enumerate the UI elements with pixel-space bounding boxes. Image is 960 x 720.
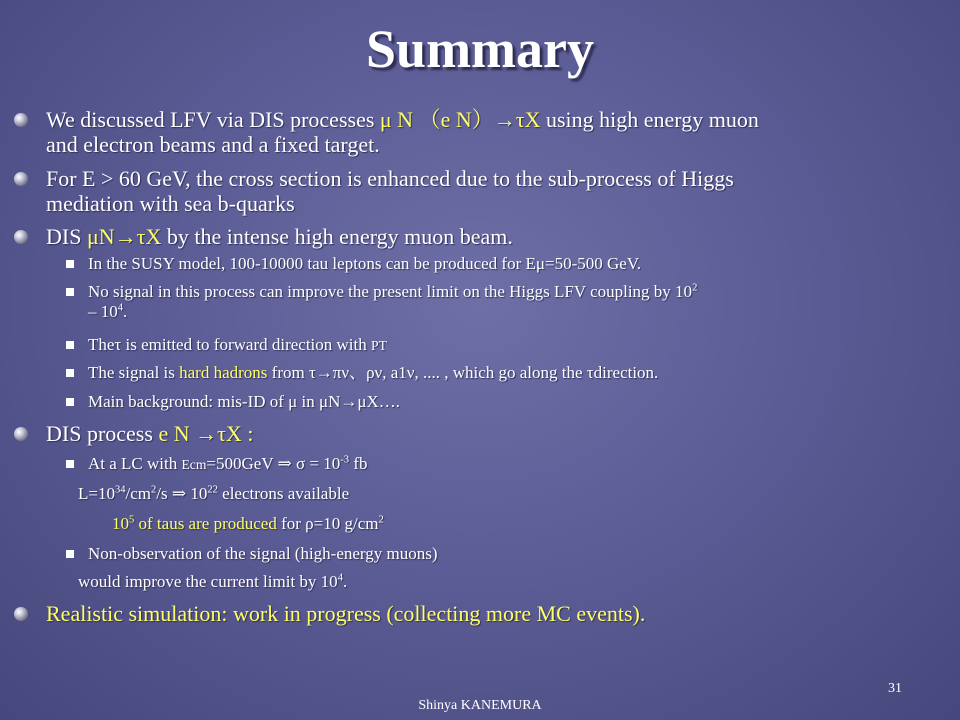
process-highlight: e N →τX : bbox=[158, 421, 254, 446]
sub-bullet-forward: Theτ is emitted to forward direction with PT bbox=[88, 335, 387, 354]
sub-bullet-icon bbox=[66, 369, 74, 377]
sub-bullet-icon bbox=[66, 398, 74, 406]
bullet-icon bbox=[14, 230, 28, 244]
bullet-dis-electron: DIS process e N →τX : bbox=[46, 421, 254, 446]
sub-bullet-no-signal: No signal in this process can improve the present limit on the Higgs LFV coupling by $10^2$ – $10^4$. bbox=[88, 282, 698, 321]
process-highlight: μN→τX bbox=[86, 224, 162, 249]
sub-bullet-lc: At a LC with Ecm=500GeV ⇒ $\sigma = 10^{-3}$ fb bbox=[88, 454, 368, 473]
bullet-cross-section: For E > 60 GeV, the cross section is enhanced due to the sub-process of Higgs mediation with sea b-quarks bbox=[46, 166, 734, 216]
bullet-icon bbox=[14, 172, 28, 186]
bullet-icon bbox=[14, 113, 28, 127]
bullet-dis-muon: DIS μN→τX by the intense high energy muon beam. bbox=[46, 224, 513, 249]
sub-bullet-susy: In the SUSY model, 100-10000 tau leptons can be produced for Eμ=50-500 GeV. bbox=[88, 254, 642, 273]
page-number: 31 bbox=[888, 681, 902, 696]
bullet-icon bbox=[14, 427, 28, 441]
process-highlight: μ N （e N）→τX bbox=[379, 107, 541, 132]
sub-bullet-icon bbox=[66, 550, 74, 558]
taus-produced-line: $10^5$ of taus are produced for ρ=10 $g/cm^2$ bbox=[112, 514, 384, 533]
sub-bullet-icon bbox=[66, 288, 74, 296]
limit-improvement-line: would improve the current limit by $10^4$. bbox=[78, 572, 348, 591]
sub-bullet-non-observation: Non-observation of the signal (high-energy muons) bbox=[88, 544, 438, 563]
sub-bullet-icon bbox=[66, 341, 74, 349]
bullet-dis-processes: We discussed LFV via DIS processes μ N （e N）→τX using high energy muon and electron beams and a fixed target. bbox=[46, 107, 759, 157]
slide-title: Summary bbox=[366, 19, 594, 79]
sub-bullet-icon bbox=[66, 460, 74, 468]
sub-bullet-signal: The signal is hard hadrons from τ→πν、ρν, a1ν, .... , which go along the τdirection. bbox=[88, 363, 659, 382]
bullet-realistic-simulation: Realistic simulation: work in progress (collecting more MC events). bbox=[46, 601, 646, 626]
luminosity-line: $L=10^{34}/cm^2/s$ ⇒ $10^{22}$ electrons available bbox=[78, 484, 350, 503]
sub-bullet-background: Main background: mis-ID of μ in μN→μX…. bbox=[88, 392, 401, 411]
sub-bullet-icon bbox=[66, 260, 74, 268]
footer-author: Shinya KANEMURA bbox=[418, 698, 542, 713]
bullet-icon bbox=[14, 607, 28, 621]
